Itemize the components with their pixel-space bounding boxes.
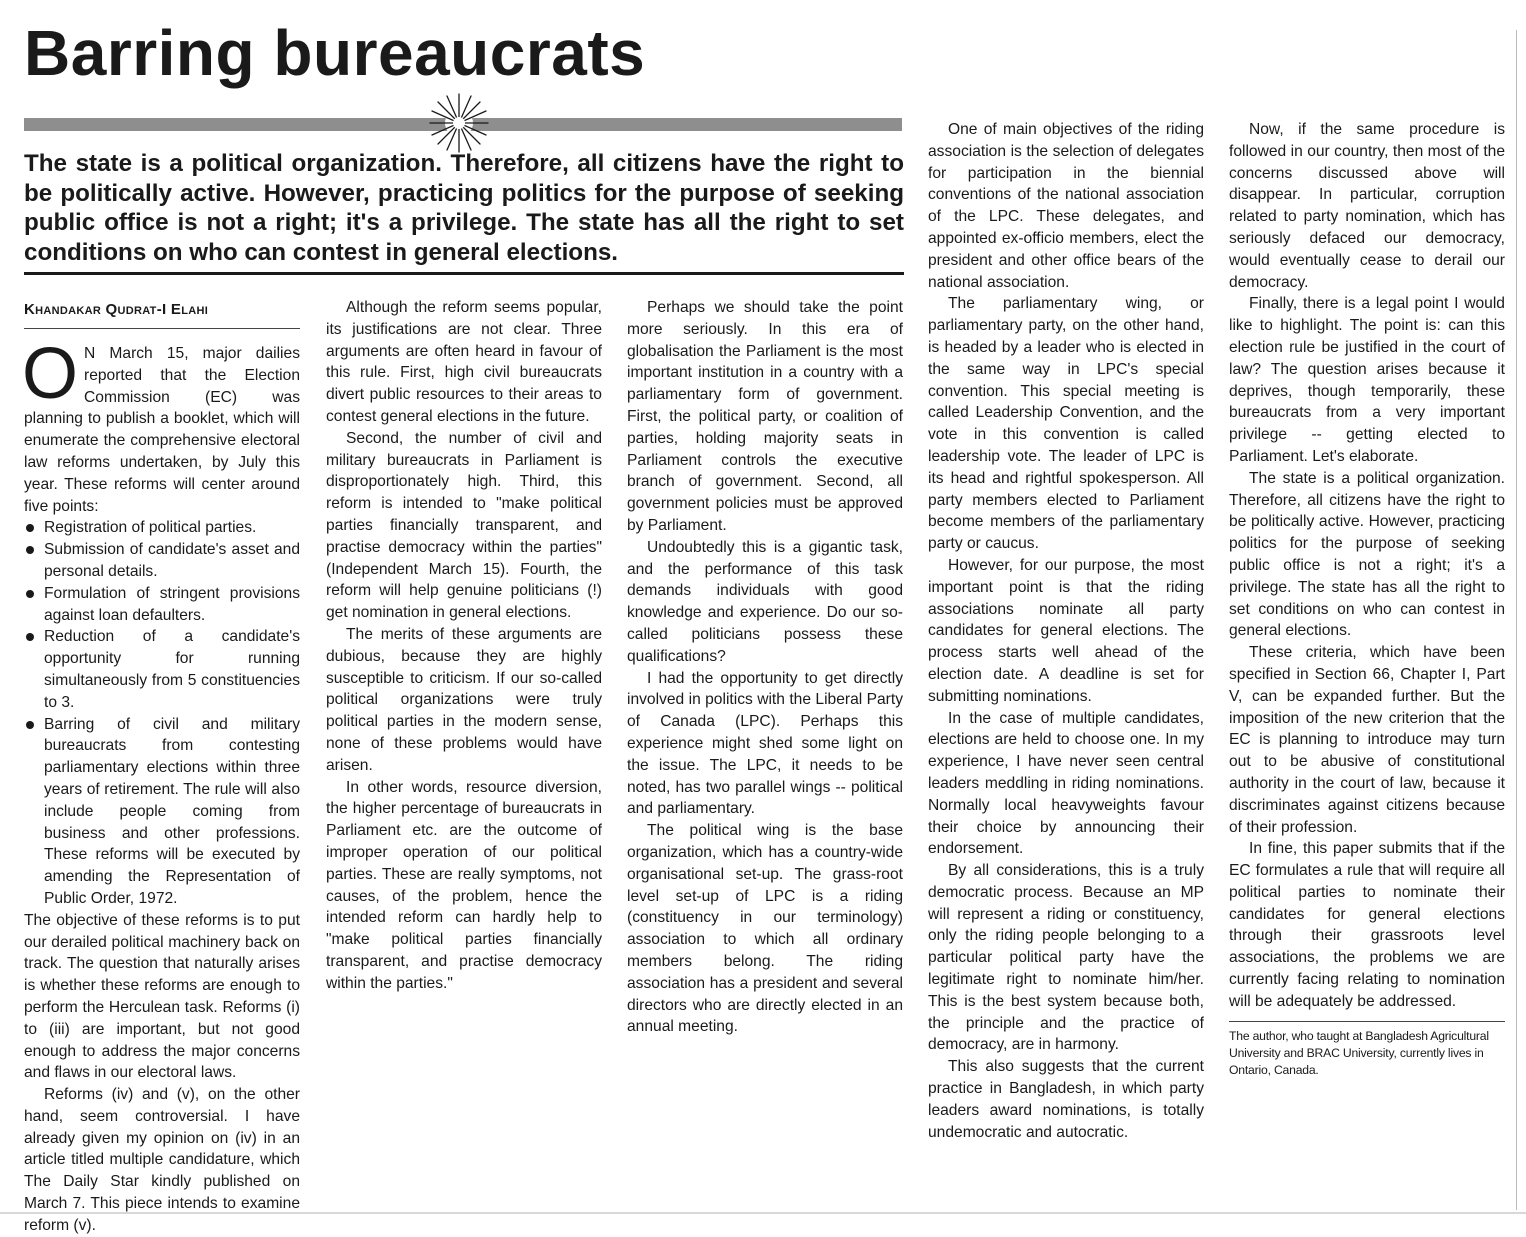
reform-points-list: [24, 517, 300, 909]
body-paragraph: Perhaps we should take the point more seriously. In this era of globalisation the Parliament is the most important institution in a country with a parliamentary form of government. First, the political party, or coalition of parties, holding majority seats in Parliament controls the executive branch of government. Second, all government policies must be approved by Parliament.: [627, 299, 903, 534]
body-paragraph: These criteria, which have been specified in Section 66, Chapter I, Part V, can be expanded further. But the imposition of the new criterion that the EC is planning to introduce may turn out to be abusive of constitutional authority in the court of law, because it discriminates against citizens because of their profession.: [1229, 644, 1505, 836]
list-item-text: Formulation of stringent provisions against loan defaulters.: [44, 584, 300, 624]
body-paragraph: The parliamentary wing, or parliamentary party, on the other hand, is headed by a leader who is elected in the same way in LPC's special convention. This special meeting is called Leadership Convention, and the vote in this convention is called leadership vote. The leader of LPC is its head and rightful spokesperson. All party members elected to Parliament become members of the parliamentary party or caucus.: [928, 295, 1204, 553]
intro-text: N March 15, major dailies reported that the Election Commission (EC) was planning to publish a booklet, which will enumerate the comprehensive electoral law reforms undertaken, by July this year. These reforms will center around five points:: [24, 345, 300, 515]
starburst-icon: [428, 92, 490, 154]
list-item: [24, 714, 300, 910]
body-paragraph: This also suggests that the current practice in Bangladesh, in which party leaders award nominations, is totally undemocratic and autocratic.: [928, 1058, 1204, 1141]
body-paragraph: I had the opportunity to get directly involved in politics with the Liberal Party of Canada (LPC). Perhaps this experience might shed some light on the issue. The LPC, it needs to be noted, has two parallel wings -- political and parliamentary.: [627, 669, 903, 818]
intro-paragraph: [22, 334, 300, 517]
body-paragraph: By all considerations, this is a truly democratic process. Because an MP will represent a riding or constituency, only the riding people belonging to a particular political party have the legitimate right to nominate him/her. This is the best system because both, the principle and the practice of democracy, are in harmony.: [928, 862, 1204, 1054]
body-paragraph: Finally, there is a legal point I would like to highlight. The point is: can this election rule be justified in the court of law? The question arises because it deprives, though temporarily, these bureaucrats from a very important privilege -- getting elected to Parliament. Let's elaborate.: [1229, 295, 1505, 465]
body-paragraph: Undoubtedly this is a gigantic task, and the performance of this task demands individuals with good knowledge and experience. Do our so-called politicians possess these qualifications?: [627, 538, 903, 665]
bullet-dot-icon: [26, 633, 34, 641]
body-paragraph: In fine, this paper submits that if the EC formulates a rule that will require all political parties to nominate their candidates for general elections through their grassroots level associations, the problems we are currently facing relating to nomination will be adequately be addressed.: [1229, 840, 1505, 1010]
article-column-4: [928, 119, 1204, 1143]
author-note: The author, who taught at Bangladesh Agricultural University and BRAC University, currently lives in Ontario, Canada.: [1229, 1028, 1489, 1077]
body-paragraph: The state is a political organization. Therefore, all citizens have the right to be politically active. However, practicing politics for the purpose of seeking public office is not a right; it's a privilege. The state has all the right to set conditions on who can contest in general elections.: [1229, 469, 1505, 640]
standfirst-rule: [24, 272, 904, 275]
body-paragraph: Second, the number of civil and military bureaucrats in Parliament is disproportionately high. Third, this reform is intended to "make political parties financially transparent, and practise democracy within the parties" (Independent March 15). Fourth, the reform will help genuine politicians (!) get nomination in general elections.: [326, 429, 602, 622]
byline-author: Khandakar Qudrat-I Elahi: [24, 301, 209, 318]
list-item-text: Barring of civil and military bureaucrats from contesting parliamentary elections within three years of retirement. The rule will also include people coming from business and other professions. These reforms will be executed by amending the Representation of Public Order, 1972.: [44, 715, 300, 907]
headline: Barring bureaucrats: [24, 17, 646, 89]
body-paragraph: In the case of multiple candidates, elections are held to choose one. In my experience, I have never seen central leaders meddling in riding nominations. Normally local heavyweights favour their choice by announcing their endorsement.: [928, 709, 1204, 858]
body-paragraph: Now, if the same procedure is followed in our country, then most of the concerns discussed above will disappear. In particular, corruption related to party nomination, which has seriously defaced our democracy, would eventually cease to derail our democracy.: [1229, 121, 1505, 291]
article-column-2: [326, 297, 602, 995]
body-paragraph: One of main objectives of the riding association is the selection of delegates for participation in the biennial conventions of the national association of the LPC. These delegates, and appointed ex-officio members, elect the president and other office bears of the national association.: [928, 121, 1204, 291]
dropcap-letter: O: [22, 334, 79, 414]
body-paragraph: The objective of these reforms is to put our derailed political machinery back on track. The question that naturally arises is whether these reforms are enough to perform the Herculean task. Reforms (i) to (iii) are important, but not good enough to address the major concerns and flaws in our electoral laws.: [24, 911, 300, 1082]
list-item-text: Submission of candidate's asset and personal details.: [44, 541, 300, 580]
list-item: [24, 517, 300, 539]
bullet-dot-icon: [26, 590, 34, 598]
article-column-3: [627, 297, 903, 1038]
list-item: [24, 626, 300, 713]
author-note-rule: [1229, 1021, 1505, 1022]
bullet-dot-icon: [26, 546, 34, 554]
standfirst-summary: The state is a political organization. Therefore, all citizens have the right to be politically active. However, practicing politics for the purpose of seeking public office is not a right; it's a privilege. The state has all the right to set conditions on who can contest in general elections.: [24, 150, 904, 266]
body-paragraph: The political wing is the base organization, which has a country-wide organisational set-up. The grass-root level set-up of LPC is a riding (constituency in our terminology) association to which all ordinary members belong. The riding association has a president and several directors who are directly elected in an annual meeting.: [627, 822, 903, 1036]
byline-rule: [24, 328, 300, 329]
body-paragraph: In other words, resource diversion, the higher percentage of bureaucrats in Parliament etc. are the outcome of improper operation of our political parties. These are really symptoms, not causes, of the problem, hence the intended reform can hardly help to "make political parties financially transparent, and practise democracy within the parties.": [326, 778, 602, 992]
article-column-5: [1229, 119, 1505, 1079]
article-column-1: [22, 334, 300, 1237]
page-bottom-edge-rule: [0, 1212, 1526, 1214]
body-paragraph: Although the reform seems popular, its justifications are not clear. Three arguments are often heard in favour of this rule. First, high civil bureaucrats divert public resources to their areas to contest general elections in the future.: [326, 299, 602, 425]
body-paragraph: The merits of these arguments are dubious, because they are highly susceptible to criticism. If our so-called political organizations were truly political parties in the modern sense, none of these problems would have arisen.: [326, 625, 602, 774]
body-paragraph: Reforms (iv) and (v), on the other hand, seem controversial. I have already given my opinion on (iv) in an article titled multiple candidature, which The Daily Star kindly published on March 7. This piece intends to examine reform (v).: [24, 1086, 300, 1234]
bullet-dot-icon: [26, 721, 34, 729]
page-right-edge-rule: [1516, 30, 1517, 1210]
list-item: [24, 539, 300, 583]
bullet-dot-icon: [26, 524, 34, 532]
body-paragraph: However, for our purpose, the most important point is that the riding associations nominate all party candidates for general elections. The process starts well ahead of the election date. A deadline is set for submitting nominations.: [928, 556, 1204, 705]
list-item-text: Reduction of a candidate's opportunity for running simultaneously from 5 constituencies to 3.: [44, 628, 300, 711]
list-item: [24, 583, 300, 627]
list-item-text: Registration of political parties.: [44, 519, 257, 537]
